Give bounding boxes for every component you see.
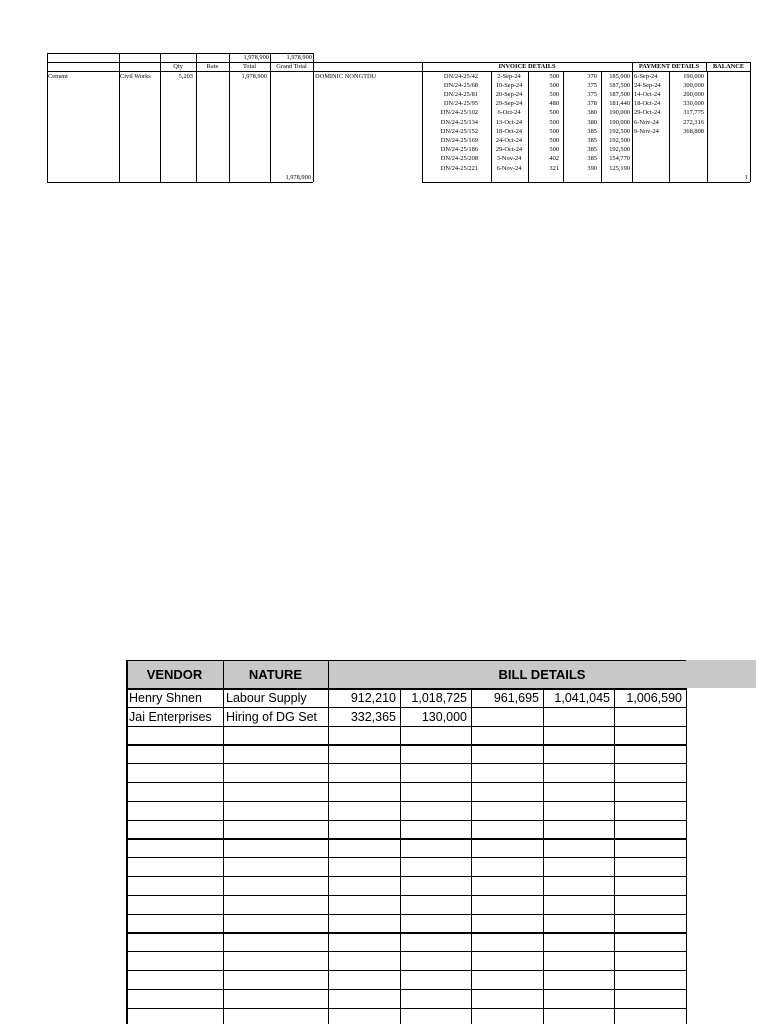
invoice-rate: 380: [587, 118, 597, 126]
invoice-number: DN/24-25/221: [440, 164, 478, 172]
invoice-rate: 385: [587, 127, 597, 135]
category-cell: Civil Works: [120, 72, 151, 80]
invoice-rate: 380: [587, 109, 597, 117]
row-divider: [126, 744, 686, 745]
invoice-amount: 192,500: [609, 127, 630, 135]
qty-header: Qty: [173, 63, 183, 70]
invoice-amount: 190,000: [609, 118, 630, 126]
total-cell: 1,978,900: [241, 72, 267, 80]
invoice-date: 3-Nov-24: [496, 155, 522, 163]
invoice-date: 29-Sep-24: [495, 100, 523, 108]
balance-cell: 1: [744, 173, 748, 181]
invoice-qty: 500: [549, 81, 559, 89]
invoice-rate: 375: [587, 90, 597, 98]
invoice-number: DN/24-25/134: [440, 118, 478, 126]
column-divider: [471, 688, 472, 1024]
invoice-rate: 370: [587, 72, 597, 80]
invoice-qty: 500: [549, 136, 559, 144]
column-divider: [313, 62, 314, 71]
invoice-rate: 390: [587, 164, 597, 172]
payment-date: 29-Oct-24: [634, 109, 661, 117]
balance-header: BALANCE: [712, 63, 745, 70]
invoice-date: 18-Oct-24: [495, 127, 523, 135]
invoice-amount: 187,500: [609, 90, 630, 98]
payment-date: 6-Sep-24: [634, 72, 658, 80]
invoice-date: 6-Nov-24: [496, 164, 522, 172]
payment-date: 24-Sep-24: [634, 81, 661, 89]
invoice-qty: 500: [549, 72, 559, 80]
invoice-qty: 321: [549, 164, 559, 172]
invoice-number: DN/24-25/208: [440, 155, 478, 163]
total-header: Total: [242, 63, 257, 70]
payment-amount: 190,000: [683, 72, 704, 80]
column-divider: [491, 71, 492, 182]
bill-amount: 1,041,045: [554, 691, 610, 705]
vendor-name: Jai Enterprises: [129, 709, 212, 724]
bill-amount: 1,006,590: [626, 691, 682, 705]
column-divider: [632, 71, 633, 182]
payment-date: 14-Oct-24: [634, 90, 661, 98]
payment-details-header: PAYMENT DETAILS: [638, 63, 700, 70]
invoice-rate: 385: [587, 146, 597, 154]
nature-of-work: Hiring of DG Set: [226, 709, 318, 724]
payment-amount: 330,000: [683, 100, 704, 108]
invoice-qty: 500: [549, 127, 559, 135]
row-divider: [126, 838, 686, 839]
row-divider: [126, 970, 686, 971]
bill-amount: 130,000: [421, 709, 467, 724]
row-divider: [126, 876, 686, 877]
invoice-number: DN/24-25/186: [440, 146, 478, 154]
invoice-details-header: INVOICE DETAILS: [498, 63, 556, 70]
column-divider: [313, 53, 314, 182]
invoice-amount: 181,440: [609, 100, 630, 108]
row-divider: [126, 1008, 686, 1009]
invoice-amount: 125,190: [609, 164, 630, 172]
invoice-qty: 500: [549, 109, 559, 117]
invoice-rate: 378: [587, 100, 597, 108]
grand-total-cell: 1,978,900: [285, 173, 311, 181]
payment-amount: 317,775: [683, 109, 704, 117]
invoice-date: 24-Oct-24: [495, 136, 523, 144]
column-divider: [686, 688, 687, 1024]
payment-date: 18-Oct-24: [634, 100, 661, 108]
row-divider: [126, 989, 686, 990]
row-divider: [126, 914, 686, 915]
row-divider: [47, 182, 313, 183]
row-divider: [126, 951, 686, 952]
row-divider: [126, 932, 686, 933]
invoice-date: 20-Sep-24: [495, 90, 523, 98]
header-grand-total-value: 1,978,900: [286, 54, 312, 61]
column-divider: [707, 71, 708, 182]
invoice-date: 2-Sep-24: [497, 72, 521, 80]
invoice-date: 10-Sep-24: [495, 81, 523, 89]
column-divider: [328, 688, 329, 1024]
invoice-qty: 500: [549, 118, 559, 126]
invoice-amount: 192,500: [609, 146, 630, 154]
invoice-amount: 192,500: [609, 136, 630, 144]
invoice-summary-sheet: [0, 0, 768, 190]
rate-header: Rate: [206, 63, 219, 70]
payment-date: 9-Nov-24: [634, 127, 659, 135]
invoice-number: DN/24-25/68: [443, 81, 478, 89]
payment-amount: 368,808: [683, 127, 704, 135]
row-divider: [422, 182, 750, 183]
payment-amount: 300,000: [683, 81, 704, 89]
vendor-name: Henry Shnen: [129, 691, 202, 705]
invoice-rate: 385: [587, 155, 597, 163]
invoice-rate: 385: [587, 136, 597, 144]
invoice-amount: 190,000: [609, 109, 630, 117]
column-divider: [400, 688, 401, 1024]
invoice-qty: 500: [549, 90, 559, 98]
row-divider: [126, 820, 686, 821]
bill-details-header: BILL DETAILS: [328, 660, 756, 688]
row-divider: [126, 857, 686, 858]
invoice-number: DN/24-25/152: [440, 127, 478, 135]
header-total-value: 1,978,900: [243, 54, 269, 61]
column-divider: [270, 53, 271, 182]
column-divider: [196, 53, 197, 182]
invoice-date: 6-Oct-24: [497, 109, 521, 117]
column-divider: [543, 688, 544, 1024]
column-divider: [750, 62, 751, 71]
invoice-qty: 402: [549, 155, 559, 163]
invoice-qty: 500: [549, 146, 559, 154]
grand-total-header: Grand Total: [276, 63, 307, 70]
invoice-amount: 154,770: [609, 155, 630, 163]
invoice-amount: 187,500: [609, 81, 630, 89]
row-divider: [126, 801, 686, 802]
payment-date: 6-Nov-24: [634, 118, 659, 126]
nature-of-work: Labour Supply: [226, 691, 307, 705]
invoice-number: DN/24-25/169: [440, 136, 478, 144]
invoice-date: 13-Oct-24: [495, 118, 523, 126]
row-divider: [126, 895, 686, 896]
vendor-header: VENDOR: [126, 660, 223, 688]
bill-amount: 1,018,725: [411, 691, 467, 705]
invoice-number: DN/24-25/102: [440, 109, 478, 117]
row-divider: [126, 763, 686, 764]
invoice-qty: 480: [549, 100, 559, 108]
table-top-border: [126, 660, 686, 661]
material-cell: Cement: [48, 72, 68, 80]
invoice-number: DN/24-25/42: [443, 72, 478, 80]
payment-amount: 200,000: [683, 90, 704, 98]
payment-amount: 272,316: [683, 118, 704, 126]
bill-amount: 961,695: [493, 691, 539, 705]
nature-header: NATURE: [223, 660, 328, 688]
invoice-amount: 185,000: [609, 72, 630, 80]
bill-amount: 912,210: [350, 691, 396, 705]
column-divider: [614, 688, 615, 1024]
column-divider: [750, 71, 751, 182]
invoice-number: DN/24-25/81: [443, 90, 478, 98]
invoice-number: DN/24-25/95: [443, 100, 478, 108]
bill-amount: 332,365: [350, 709, 396, 724]
qty-cell: 5,203: [178, 72, 193, 80]
invoice-rate: 375: [587, 81, 597, 89]
column-divider: [328, 660, 329, 688]
vendor-name-cell: DOMINIC NONGTDU: [315, 72, 377, 80]
row-divider: [126, 782, 686, 783]
invoice-date: 29-Oct-24: [495, 146, 523, 154]
